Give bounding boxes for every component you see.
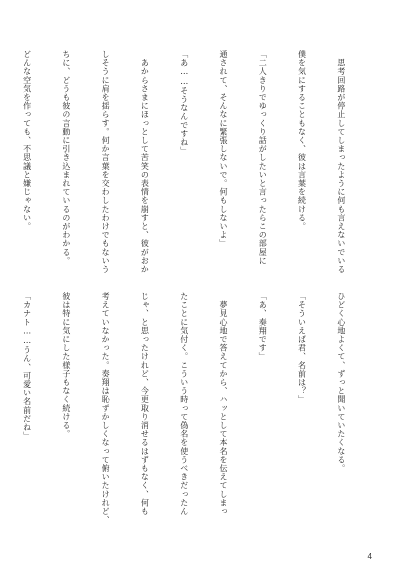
text-line: たことに気付く。こういう時って偽名を使うべきだったん xyxy=(179,292,189,516)
text-line: しそうに肩を揺らす。何か言葉を交わしたわけでもないう xyxy=(101,50,111,274)
text-line: あからさまにほっとして苦笑の表情を崩すと、彼がおか xyxy=(140,50,150,274)
text-line: じゃ、と思ったけれど、今更取り消せるはずもなく、何も xyxy=(140,292,150,516)
text-line: 通されて、そんなに緊張しないで。何もしないよ」 xyxy=(218,50,228,248)
text-line: どんな空気を作っても、不思議と嫌じゃない。 xyxy=(22,50,32,231)
text-line: 「二人きりでゆっくり話がしたいと言ったらこの部屋に xyxy=(258,50,268,265)
text-line: ちに、どうも彼の言動に引き込まれているのがわかる。 xyxy=(61,50,71,265)
text-line: 思考回路が停止してしまったように何も言えないでいる xyxy=(336,50,346,274)
text-line: 夢見心地で答えてから、ハッとして本名を伝えてしまっ xyxy=(218,292,228,516)
text-line: 僕を気にすることもなく、彼は言葉を続ける。 xyxy=(297,50,307,231)
text-line: 考えていなかった。奏翔は恥ずかしくなって俯いたけれど、 xyxy=(101,292,111,525)
lower-text-block xyxy=(0,292,374,525)
upper-text-block xyxy=(0,50,374,278)
text-line: 「あ……そうなんですね」 xyxy=(179,50,189,156)
text-line: 彼は特に気にした様子もなく続ける。 xyxy=(61,292,71,439)
page-number: 4 xyxy=(367,552,372,561)
text-line: 「あ、奏翔です」 xyxy=(258,292,268,361)
text-line: 「そういえば君、名前は？」 xyxy=(297,292,307,404)
text-line: ひどく心地よくて、ずっと聞いていたくなる。 xyxy=(336,292,346,473)
text-line: 「カナト……うん、可愛い名前だね」 xyxy=(22,292,32,441)
